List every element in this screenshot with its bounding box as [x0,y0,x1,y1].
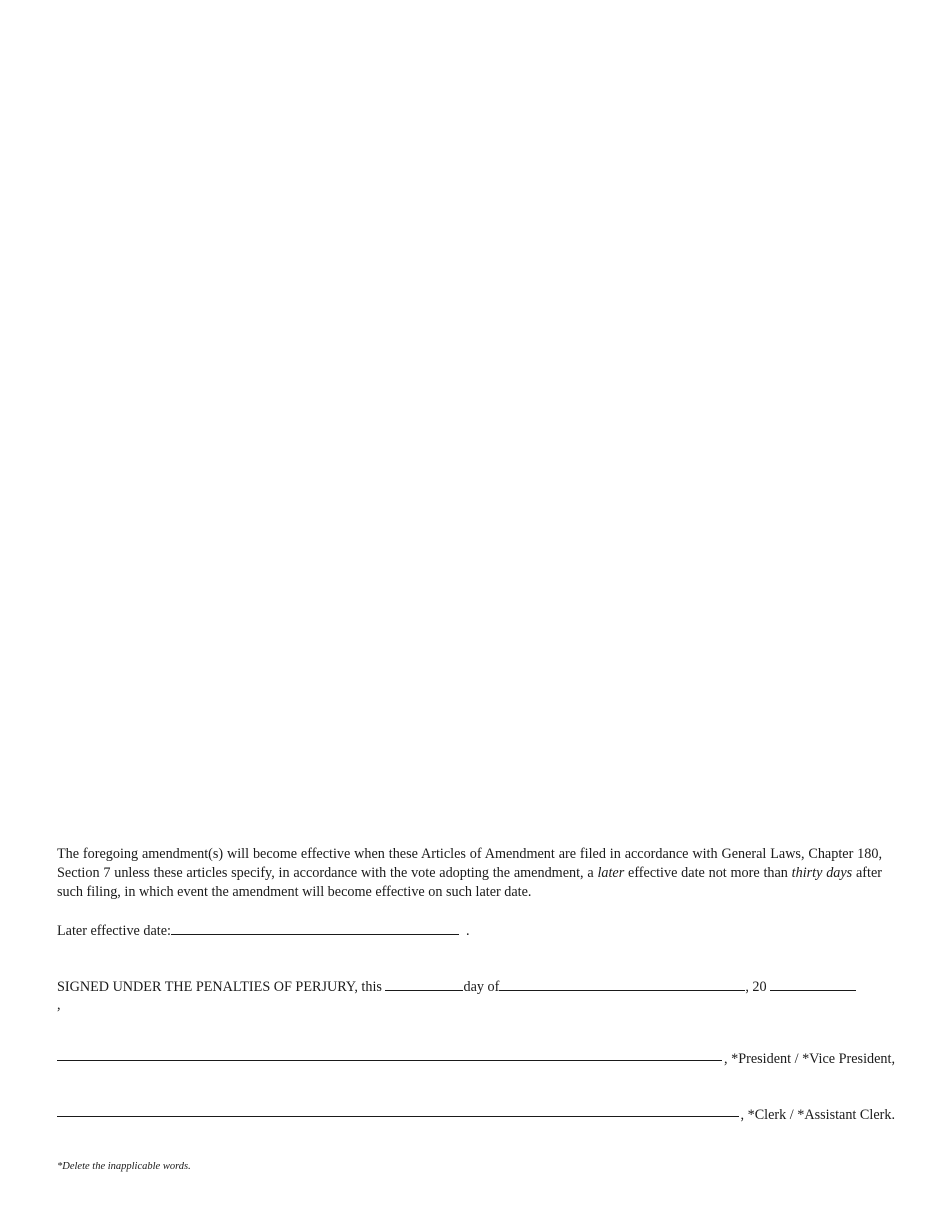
paragraph-text-1: The foregoing amendment(s) will become effective when these Articles of Amendment are filed in accordance with General Laws, Chapter 180, Section 7 unless these articles specify, in accordance with the vote adopting the amendment, a [57,846,882,881]
signed-month-field[interactable] [499,976,745,991]
signed-year-field[interactable] [770,976,856,991]
signed-perjury-line [57,976,897,997]
paragraph-italic-thirty-days: thirty days [791,865,853,881]
later-effective-date-field[interactable] [171,920,459,935]
footnote: *Delete the inapplicable words. [57,1161,191,1172]
later-effective-date-line [57,920,470,941]
later-effective-date-period: . [466,923,470,939]
paragraph-text-2: effective date not more than [624,865,792,881]
signed-day-of-text: day of [463,979,500,995]
clerk-signature-line [57,1106,895,1125]
signed-lead-text: SIGNED UNDER THE PENALTIES OF PERJURY, this [57,979,386,995]
signed-year-prefix: , 20 [745,979,771,995]
effective-date-paragraph [57,845,882,902]
clerk-signature-field[interactable] [57,1115,739,1117]
signed-day-field[interactable] [385,976,463,991]
president-signature-field[interactable] [57,1059,722,1061]
signed-trailing-comma: , [57,997,61,1013]
president-signature-line [57,1050,895,1069]
clerk-signature-suffix: , *Clerk / *Assistant Clerk. [740,1107,895,1123]
paragraph-text-3: after such filing, in which event the amendment will become effective on such later date. [57,865,882,900]
president-signature-suffix: , *President / *Vice President, [724,1051,895,1067]
paragraph-italic-later: later [597,865,625,881]
later-effective-date-label: Later effective date: [57,923,171,939]
